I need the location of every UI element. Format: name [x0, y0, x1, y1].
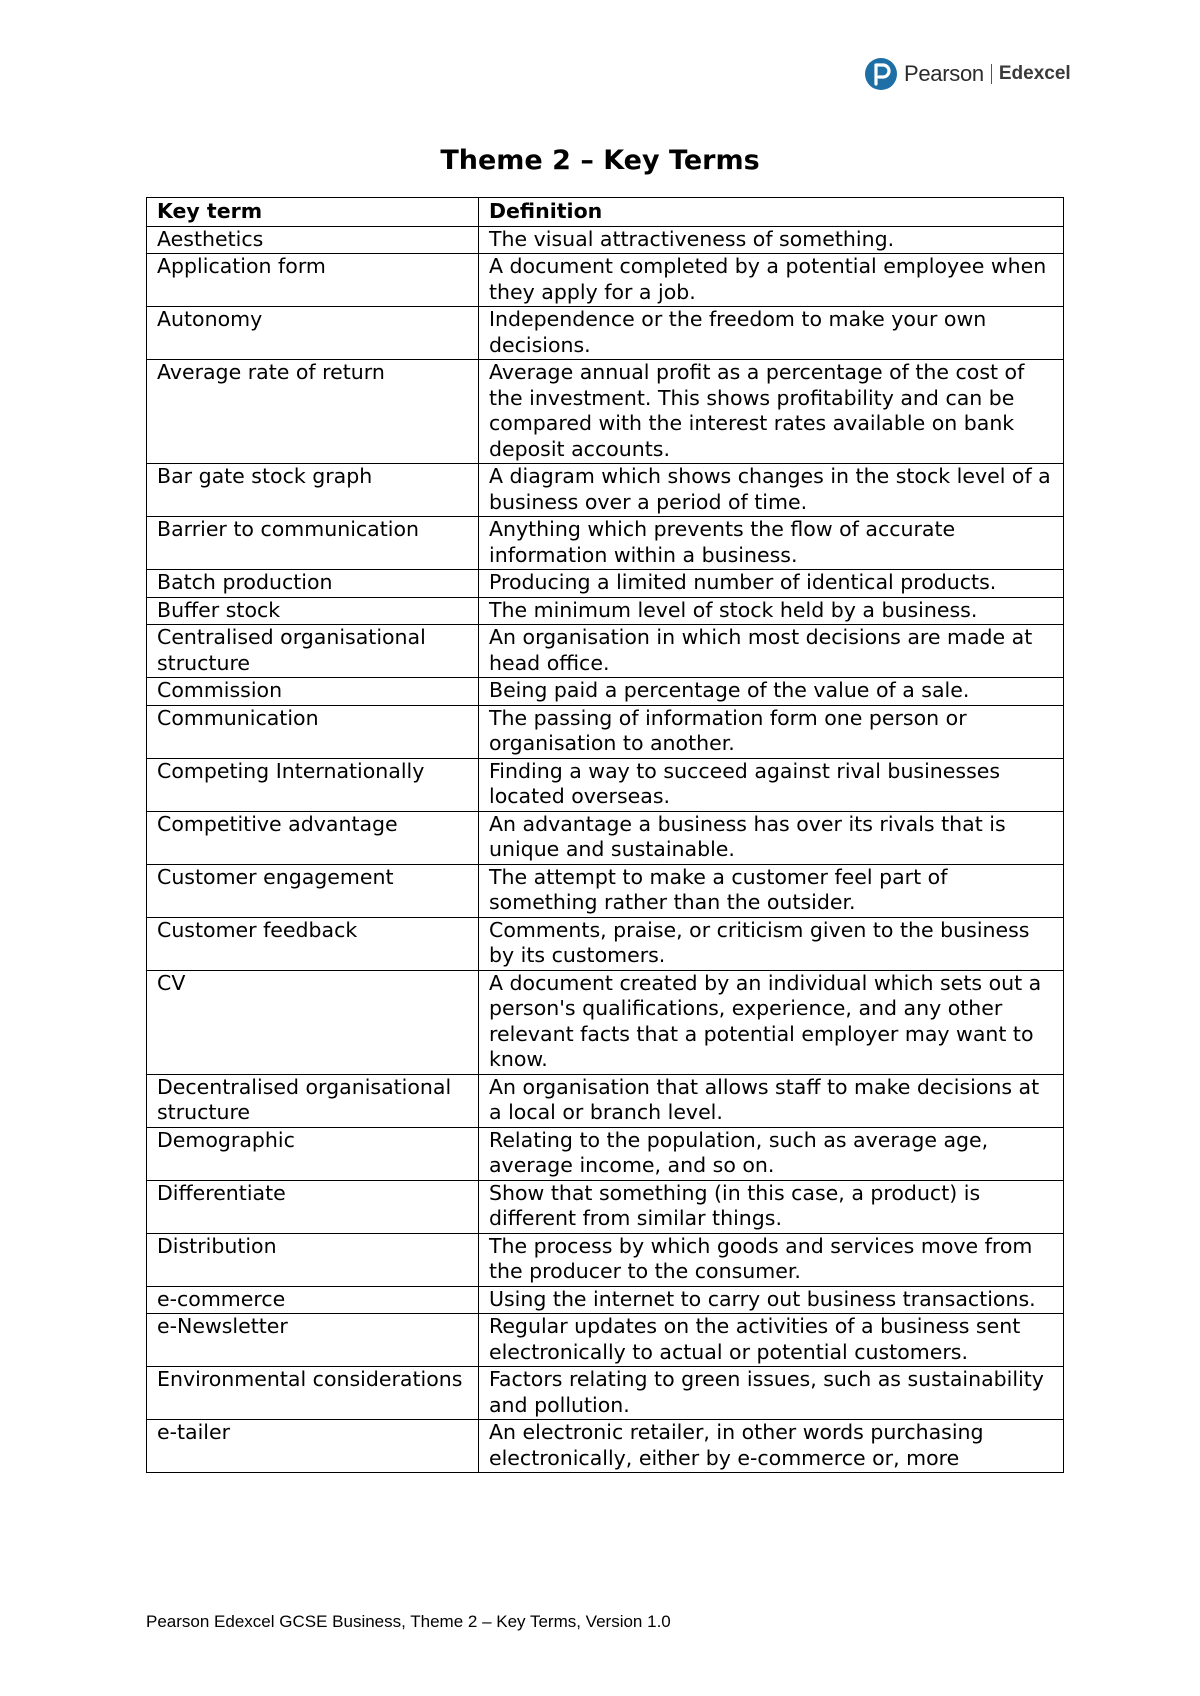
table-row [147, 1127, 1064, 1180]
table-body [147, 226, 1064, 1473]
table-row [147, 970, 1064, 1074]
definition-cell: Anything which prevents the flow of accurate information within a business. [479, 517, 1064, 570]
definition-cell: An organisation that allows staff to make decisions at a local or branch level. [479, 1074, 1064, 1127]
key-term-cell: Decentralised organisational structure [147, 1074, 479, 1127]
key-term-cell: Application form [147, 254, 479, 307]
definition-cell: Producing a limited number of identical products. [479, 570, 1064, 598]
key-term-cell: Communication [147, 705, 479, 758]
definition-cell: The minimum level of stock held by a business. [479, 597, 1064, 625]
table-row [147, 1074, 1064, 1127]
definition-cell: Being paid a percentage of the value of a sale. [479, 678, 1064, 706]
table-row [147, 464, 1064, 517]
table-header-row [147, 198, 1064, 227]
key-term-cell: Differentiate [147, 1180, 479, 1233]
definition-cell: Show that something (in this case, a product) is different from similar things. [479, 1180, 1064, 1233]
table-row [147, 570, 1064, 598]
key-term-cell: Centralised organisational structure [147, 625, 479, 678]
table-row [147, 597, 1064, 625]
table-row [147, 705, 1064, 758]
table-row [147, 917, 1064, 970]
definition-cell: A document completed by a potential employee when they apply for a job. [479, 254, 1064, 307]
definition-cell: The passing of information form one person or organisation to another. [479, 705, 1064, 758]
key-term-cell: Batch production [147, 570, 479, 598]
table-row [147, 864, 1064, 917]
key-term-cell: CV [147, 970, 479, 1074]
key-term-cell: Average rate of return [147, 360, 479, 464]
page-title: Theme 2 – Key Terms [440, 145, 760, 176]
table-row [147, 811, 1064, 864]
pearson-edexcel-logo [864, 54, 1071, 94]
table-row [147, 254, 1064, 307]
table-row [147, 1286, 1064, 1314]
definition-cell: The process by which goods and services move from the producer to the consumer. [479, 1233, 1064, 1286]
pearson-logo-icon [864, 57, 898, 91]
table-row [147, 1233, 1064, 1286]
definition-cell: An advantage a business has over its rivals that is unique and sustainable. [479, 811, 1064, 864]
column-header-definition: Definition [479, 198, 1064, 227]
definition-cell: Factors relating to green issues, such as sustainability and pollution. [479, 1367, 1064, 1420]
definition-cell: Using the internet to carry out business transactions. [479, 1286, 1064, 1314]
logo-divider [991, 64, 992, 84]
table-row [147, 678, 1064, 706]
logo-pearson-text: Pearson [904, 61, 984, 86]
definition-cell: Regular updates on the activities of a business sent electronically to actual or potential customers. [479, 1314, 1064, 1367]
table-row [147, 1180, 1064, 1233]
definition-cell: The attempt to make a customer feel part of something rather than the outsider. [479, 864, 1064, 917]
table-row [147, 1314, 1064, 1367]
table-row [147, 226, 1064, 254]
definition-cell: The visual attractiveness of something. [479, 226, 1064, 254]
key-term-cell: Bar gate stock graph [147, 464, 479, 517]
key-term-cell: Distribution [147, 1233, 479, 1286]
column-header-key-term: Key term [147, 198, 479, 227]
table-row [147, 517, 1064, 570]
key-term-cell: Competing Internationally [147, 758, 479, 811]
table-row [147, 307, 1064, 360]
key-term-cell: Customer feedback [147, 917, 479, 970]
definition-cell: Average annual profit as a percentage of the cost of the investment. This shows profitability and can be compared with the interest rates available on bank deposit accounts. [479, 360, 1064, 464]
definition-cell: A diagram which shows changes in the stock level of a business over a period of time. [479, 464, 1064, 517]
definition-cell: An organisation in which most decisions are made at head office. [479, 625, 1064, 678]
key-term-cell: Customer engagement [147, 864, 479, 917]
table-row [147, 758, 1064, 811]
key-term-cell: Barrier to communication [147, 517, 479, 570]
key-term-cell: e-commerce [147, 1286, 479, 1314]
key-term-cell: e-tailer [147, 1420, 479, 1473]
table-row [147, 1420, 1064, 1473]
table-row [147, 625, 1064, 678]
key-term-cell: Buffer stock [147, 597, 479, 625]
definition-cell: An electronic retailer, in other words purchasing electronically, either by e-commerce or, more [479, 1420, 1064, 1473]
definition-cell: Finding a way to succeed against rival businesses located overseas. [479, 758, 1064, 811]
key-term-cell: Commission [147, 678, 479, 706]
key-term-cell: e-Newsletter [147, 1314, 479, 1367]
definition-cell: A document created by an individual which sets out a person's qualifications, experience, and any other relevant facts that a potential employer may want to know. [479, 970, 1064, 1074]
logo-edexcel-text: Edexcel [998, 63, 1071, 84]
table-row [147, 360, 1064, 464]
definition-cell: Comments, praise, or criticism given to the business by its customers. [479, 917, 1064, 970]
key-term-cell: Autonomy [147, 307, 479, 360]
definition-cell: Relating to the population, such as average age, average income, and so on. [479, 1127, 1064, 1180]
table-row [147, 1367, 1064, 1420]
definition-cell: Independence or the freedom to make your own decisions. [479, 307, 1064, 360]
key-term-cell: Environmental considerations [147, 1367, 479, 1420]
key-term-cell: Demographic [147, 1127, 479, 1180]
key-term-cell: Aesthetics [147, 226, 479, 254]
key-term-cell: Competitive advantage [147, 811, 479, 864]
key-terms-table [146, 197, 1064, 1473]
page-footer: Pearson Edexcel GCSE Business, Theme 2 – Key Terms, Version 1.0 [146, 1612, 671, 1631]
